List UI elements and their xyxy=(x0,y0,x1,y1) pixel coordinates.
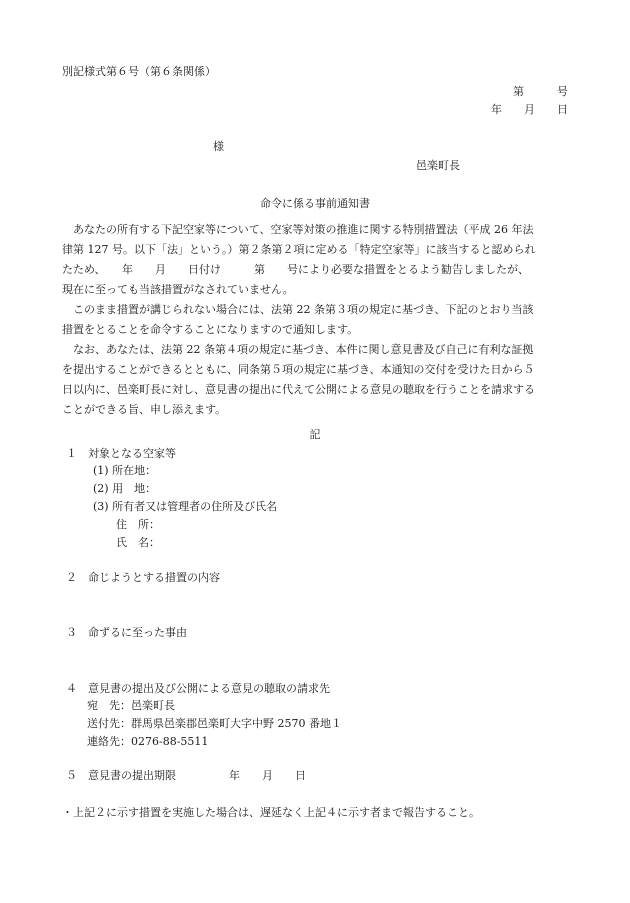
body-text xyxy=(62,220,572,420)
footer-note: ・上記２に示す措置を実施した場合は、遅延なく上記４に示す者まで報告すること。 xyxy=(62,806,480,819)
item4-recipient: 宛 先：邑楽町長 xyxy=(87,699,175,712)
item1-heading: １ 対象となる空家等 xyxy=(66,447,176,460)
item1-owner: (3) 所有者又は管理者の住所及び氏名 xyxy=(93,500,278,513)
document-date: 年 月 日 xyxy=(491,103,568,116)
item4-address: 送付先：群馬県邑楽郡邑楽町大字中野 2570 番地１ xyxy=(87,717,342,730)
item1-owner-address: 住 所： xyxy=(116,518,160,531)
sender-title: 邑楽町長 xyxy=(416,159,460,172)
p3-line: ことができる旨、申し添えます。 xyxy=(62,403,227,416)
p2-line: このまま措置が講じられない場合には、法第 22 条第３項の規定に基づき、下記のとおり当該 xyxy=(73,303,534,316)
p1-line: あなたの所有する下記空家等について、空家等対策の推進に関する特別措置法（平成 26 年法 xyxy=(73,223,534,236)
item3-heading: ３ 命ずるに至った事由 xyxy=(66,626,187,639)
paragraph-1 xyxy=(62,220,572,300)
item5-heading: ５ 意見書の提出期限 xyxy=(66,769,176,782)
addressee-suffix: 様 xyxy=(213,140,224,153)
p1-line: 律第 127 号。以下「法」という。）第２条第２項に定める「特定空家等」に該当すると認められ xyxy=(62,243,536,256)
form-label: 別記様式第６号（第６条関係） xyxy=(62,65,216,78)
paragraph-2 xyxy=(62,300,572,340)
p1-line: たため、 年 月 日付け 第 号により必要な措置をとるよう勧告しましたが、 xyxy=(62,263,530,276)
paragraph-3 xyxy=(62,340,572,420)
item2-heading: ２ 命じようとする措置の内容 xyxy=(66,571,220,584)
item1-owner-name: 氏 名： xyxy=(116,536,160,549)
item4-contact: 連絡先：0276-88-5511 xyxy=(87,735,209,748)
item1-usage: (2) 用 地： xyxy=(93,482,157,495)
item5-date: 年 月 日 xyxy=(229,769,306,782)
item1-location: (1) 所在地： xyxy=(93,464,157,477)
p2-line: 措置をとることを命令することになりますので通知します。 xyxy=(62,323,359,336)
p3-line: なお、あなたは、法第 22 条第４項の規定に基づき、本件に関し意見書及び自己に有利な証拠 xyxy=(73,343,534,356)
document-number: 第 号 xyxy=(513,85,568,98)
item4-heading: ４ 意見書の提出及び公開による意見の聴取の請求先 xyxy=(66,682,330,695)
document-title: 命令に係る事前通知書 xyxy=(260,197,370,210)
p3-line: 日以内に、邑楽町長に対し、意見書の提出に代えて公開による意見の聴取を行うことを請求する xyxy=(62,383,535,396)
p3-line: を提出することができるとともに、同条第５項の規定に基づき、本通知の交付を受けた日から５ xyxy=(62,363,535,376)
p1-line: 現在に至っても当該措置がなされていません。 xyxy=(62,283,294,296)
ki-heading: 記 xyxy=(309,428,321,441)
